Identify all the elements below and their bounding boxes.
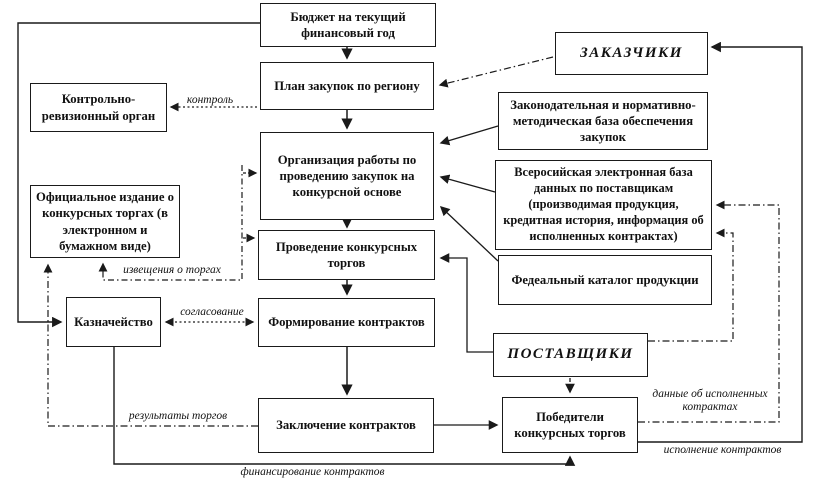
box-legal-base: Законодательная и нормативно-методическая база обеспечения закупок	[498, 92, 708, 150]
box-official-edition: Официальное издание о конкурсных торгах (в электронном и бумажном виде)	[30, 185, 180, 258]
box-contract-formation: Формирование контрактов	[258, 298, 435, 347]
box-suppliers-database: Всеросийская электронная база данных по поставщикам (производимая продукция, кредитная история, информация об исполненных контрактах)	[495, 160, 712, 250]
edge-catalog-to-organization	[441, 207, 498, 261]
box-federal-catalog: Федеальный каталог продукции	[498, 255, 712, 305]
box-plan: План закупок по региону	[260, 62, 434, 110]
box-treasury: Казначейство	[66, 297, 161, 347]
label-notices: извещения о торгах	[123, 264, 221, 276]
box-contract-signing: Заключение контрактов	[258, 398, 434, 453]
label-control: контроль	[186, 94, 234, 106]
label-bid-results: результаты торгов	[128, 410, 228, 422]
label-contract-execution: исполнение контрактов	[663, 444, 782, 456]
box-control-body: Контрольно-ревизионный орган	[30, 83, 167, 132]
box-budget: Бюджет на текущий финансовый год	[260, 3, 436, 47]
edge-customers-to-plan	[440, 57, 553, 85]
box-winners: Победители конкурсных торгов	[502, 397, 638, 453]
box-customers: ЗАКАЗЧИКИ	[555, 32, 708, 75]
edge-database-to-organization	[441, 177, 495, 192]
edge-suppliers-to-bidding	[441, 258, 493, 352]
label-executed-contracts-data: данные об исполненных котрактах	[652, 388, 768, 414]
label-approval: согласование	[180, 306, 244, 318]
box-bidding: Проведение конкурсных торгов	[258, 230, 435, 280]
box-organization: Организация работы по проведению закупок на конкурсной основе	[260, 132, 434, 220]
box-suppliers: ПОСТАВЩИКИ	[493, 333, 648, 377]
edge-legalbase-to-organization	[441, 126, 498, 143]
label-contract-financing: финансирование контрактов	[240, 466, 385, 478]
